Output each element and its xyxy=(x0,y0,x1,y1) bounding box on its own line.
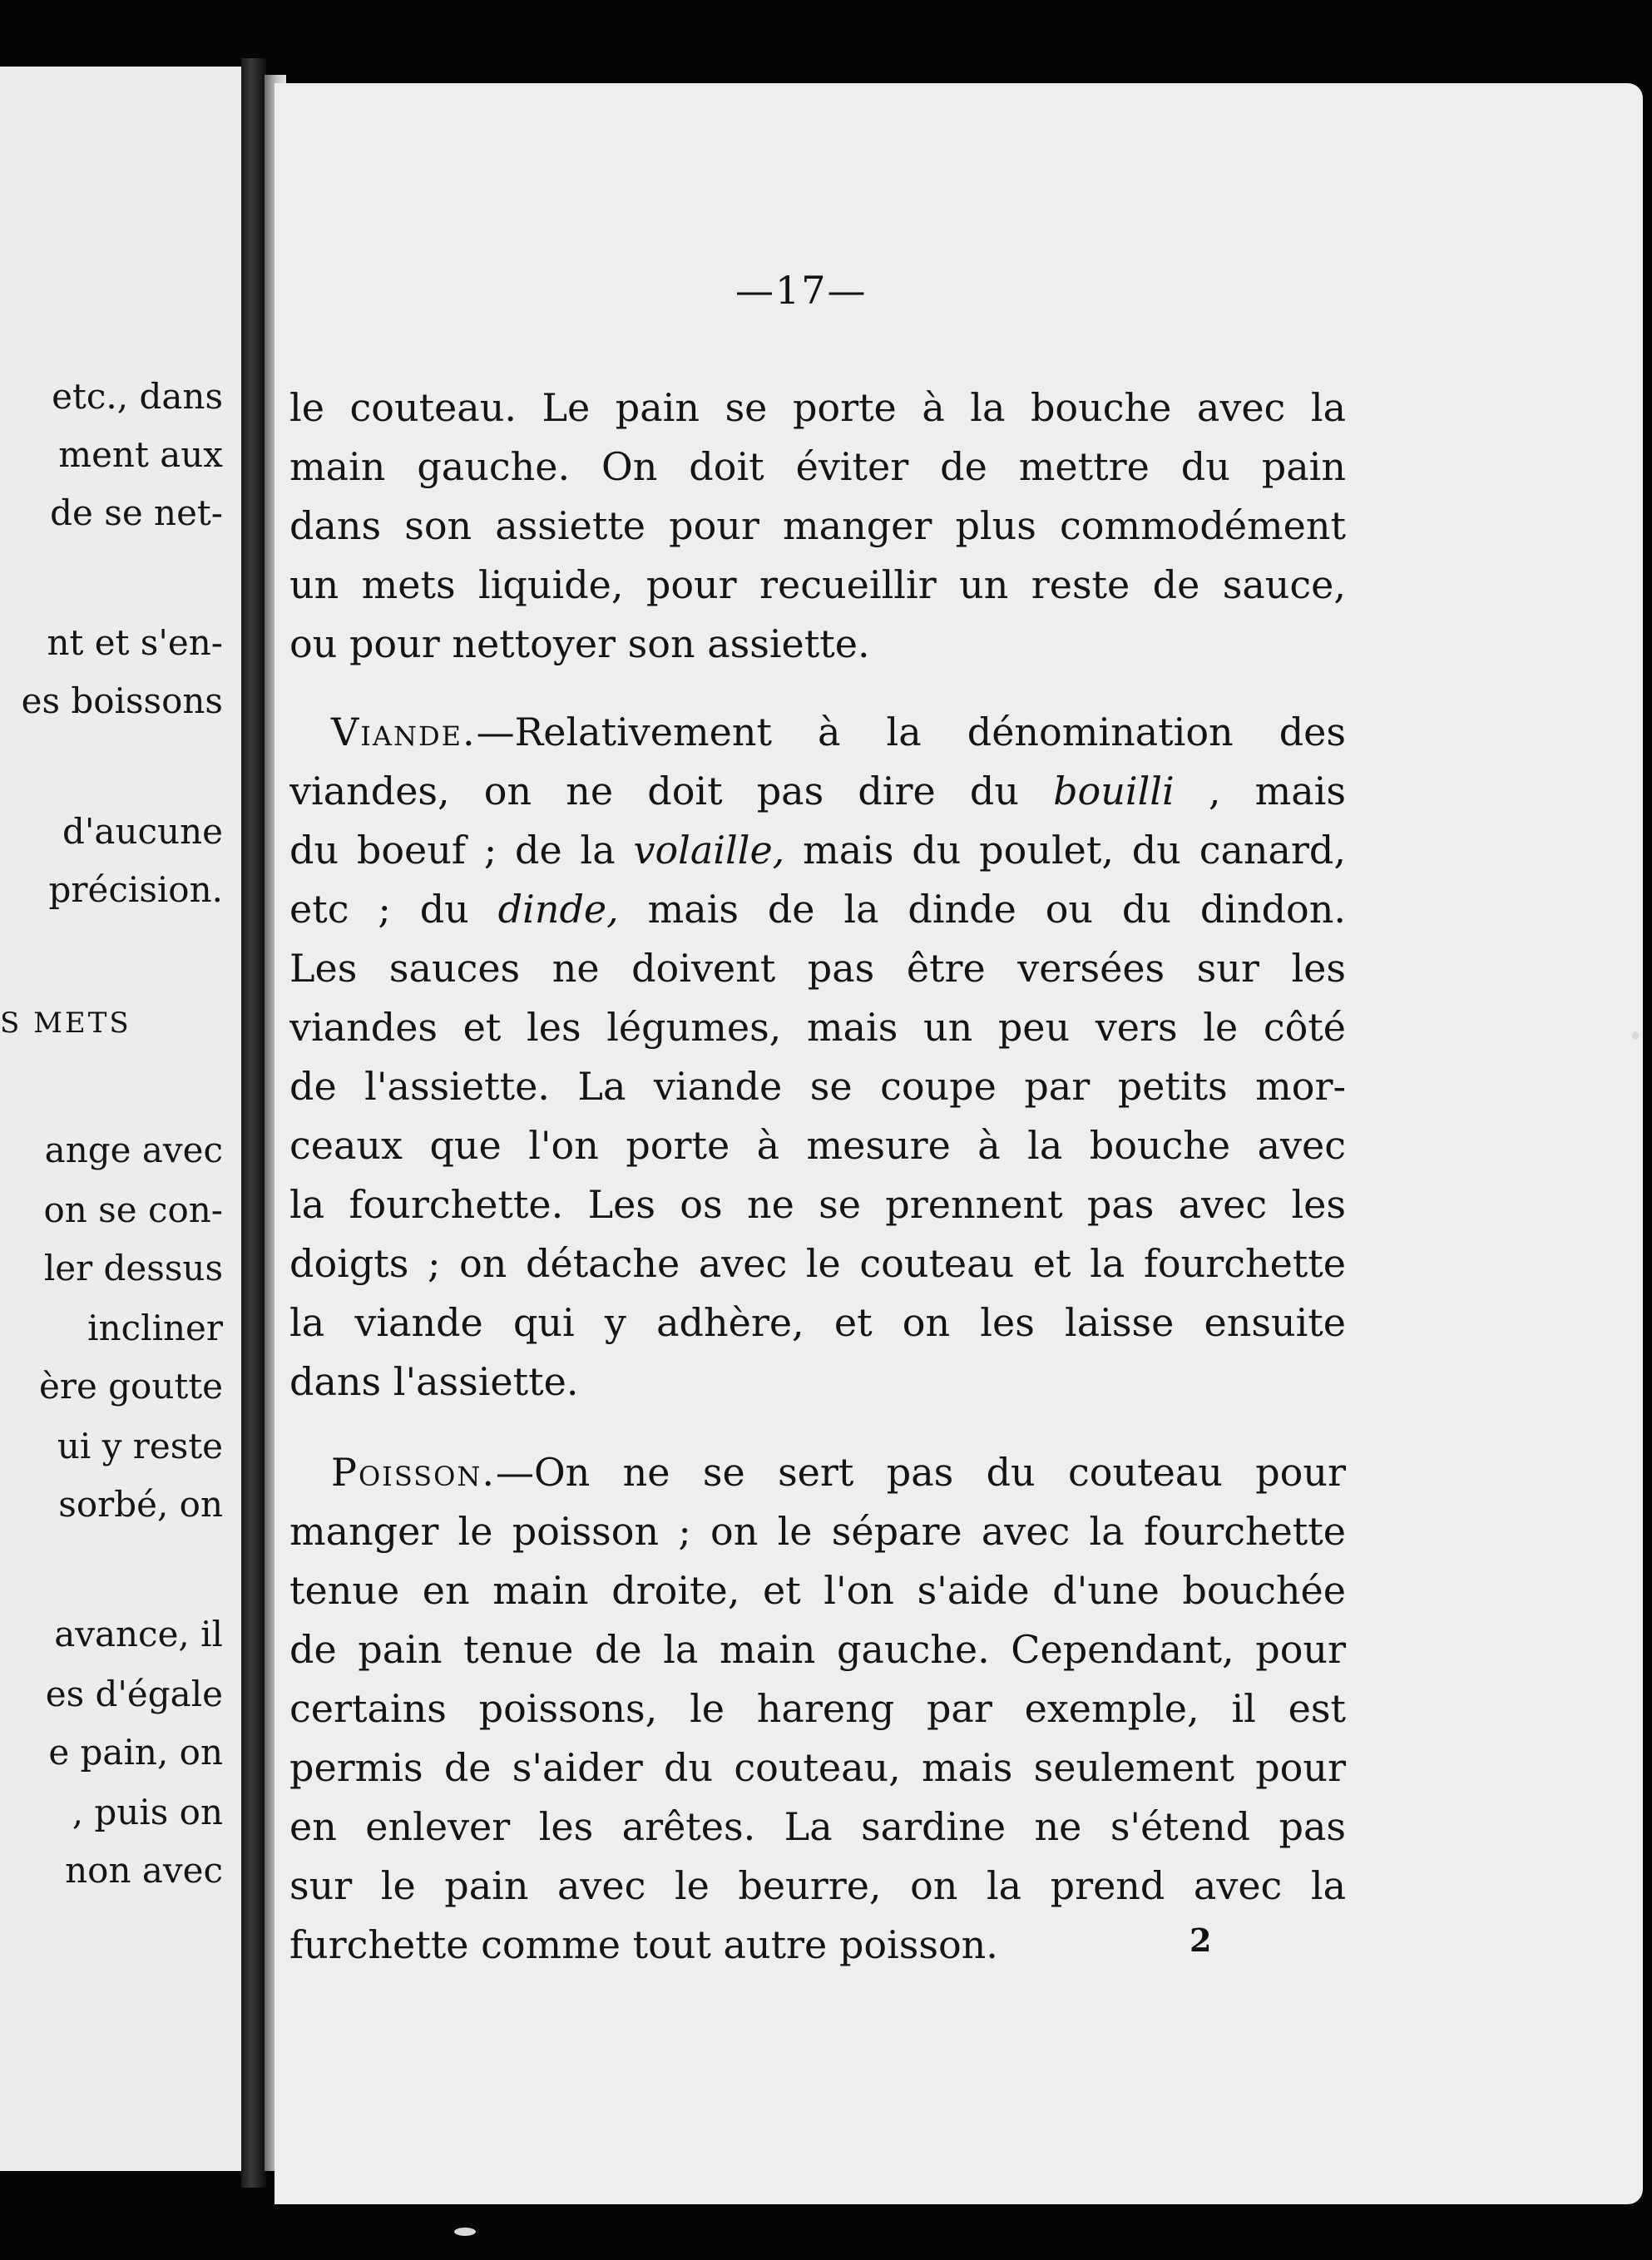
text-line xyxy=(289,880,1346,939)
text-line: main gauche. On doit éviter de mettre du pain xyxy=(289,444,1346,489)
left-section-heading: S METS xyxy=(0,1006,131,1040)
left-line: d'aucune xyxy=(62,811,223,852)
text-line: la fourchette. Les os ne se prennent pas avec les xyxy=(289,1182,1346,1227)
text-line xyxy=(289,1443,1346,1502)
left-line: es d'égale xyxy=(45,1674,223,1714)
left-line: avance, il xyxy=(54,1614,223,1654)
text-fragment: —On ne se sert pas du couteau pour xyxy=(495,1450,1346,1495)
left-line: incliner xyxy=(87,1308,223,1348)
text-fragment: , mais xyxy=(1174,769,1346,814)
text-fragment: mais de la dinde ou du dindon. xyxy=(618,887,1346,932)
text-line: un mets liquide, pour recueillir un reste de sauce, xyxy=(289,562,1346,607)
text-line: Les sauces ne doivent pas être versées sur les xyxy=(289,946,1346,991)
text-line: dans son assiette pour manger plus commodément xyxy=(289,503,1346,548)
left-line: etc., dans xyxy=(52,376,223,417)
page-number: —17— xyxy=(735,268,868,313)
left-line: non avec xyxy=(65,1850,223,1891)
text-line: la viande qui y adhère, et on les laisse ensuite xyxy=(289,1300,1346,1345)
paragraph-continuation xyxy=(289,378,1346,674)
left-line: e pain, on xyxy=(48,1732,223,1773)
text-line: furchette comme tout autre poisson. xyxy=(289,1922,998,1967)
italic-term: volaille, xyxy=(633,828,785,873)
text-line: dans l'assiette. xyxy=(289,1359,579,1404)
text-line: ou pour nettoyer son assiette. xyxy=(289,621,870,666)
text-line: certains poissons, le hareng par exemple, il est xyxy=(289,1686,1346,1731)
text-fragment: mais du poulet, du canard, xyxy=(784,828,1346,873)
text-fragment: etc ; du xyxy=(289,887,498,932)
left-line: ui y reste xyxy=(57,1426,223,1466)
text-line: viandes et les légumes, mais un peu vers le côté xyxy=(289,1005,1346,1050)
left-line: ère goutte xyxy=(39,1366,223,1407)
scan-dust-speck xyxy=(454,2228,476,2236)
text-line xyxy=(289,762,1346,821)
text-line: permis de s'aider du couteau, mais seulement pour xyxy=(289,1745,1346,1790)
text-line: doigts ; on détache avec le couteau et la fourchette xyxy=(289,1241,1346,1286)
text-line xyxy=(289,703,1346,762)
text-fragment: —Relativement à la dénomination des xyxy=(476,710,1346,754)
text-line: ceaux que l'on porte à mesure à la bouche avec xyxy=(289,1123,1346,1168)
left-line: nt et s'en- xyxy=(47,622,223,663)
text-fragment: du boeuf ; de la xyxy=(289,828,634,873)
section-heading-viande: Viande. xyxy=(331,710,477,754)
left-line: de se net- xyxy=(50,492,223,533)
book-spine-gutter xyxy=(241,58,266,2188)
left-page xyxy=(0,67,258,2171)
text-line: sur le pain avec le beurre, on la prend avec la xyxy=(289,1863,1346,1908)
italic-term: dinde, xyxy=(497,887,619,932)
text-line: manger le poisson ; on le sépare avec la fourchette xyxy=(289,1509,1346,1554)
left-line: , puis on xyxy=(72,1792,223,1832)
italic-term: bouilli xyxy=(1053,769,1175,814)
right-page xyxy=(275,83,1643,2204)
left-line: ler dessus xyxy=(43,1248,223,1288)
section-heading-poisson: Poisson. xyxy=(331,1450,496,1495)
text-line: le couteau. Le pain se porte à la bouche avec la xyxy=(289,385,1346,430)
text-line: de l'assiette. La viande se coupe par petits mor- xyxy=(289,1064,1346,1109)
left-line: on se con- xyxy=(43,1189,223,1230)
text-line: en enlever les arêtes. La sardine ne s'étend pas xyxy=(289,1804,1346,1849)
left-line: ange avec xyxy=(44,1130,223,1170)
paragraph-poisson xyxy=(289,1443,1346,1975)
left-line: précision. xyxy=(48,869,223,910)
left-line: es boissons xyxy=(21,680,223,721)
text-line xyxy=(289,821,1346,880)
left-line: sorbé, on xyxy=(58,1484,223,1525)
signature-mark: 2 xyxy=(1190,1921,1212,1959)
text-line: de pain tenue de la main gauche. Cependant, pour xyxy=(289,1627,1346,1672)
text-fragment: viandes, on ne doit pas dire du xyxy=(289,769,1054,814)
scan-dust-speck xyxy=(1632,1031,1639,1040)
paragraph-viande xyxy=(289,703,1346,1412)
text-line: tenue en main droite, et l'on s'aide d'une bouchée xyxy=(289,1568,1346,1613)
left-line: ment aux xyxy=(58,434,223,475)
